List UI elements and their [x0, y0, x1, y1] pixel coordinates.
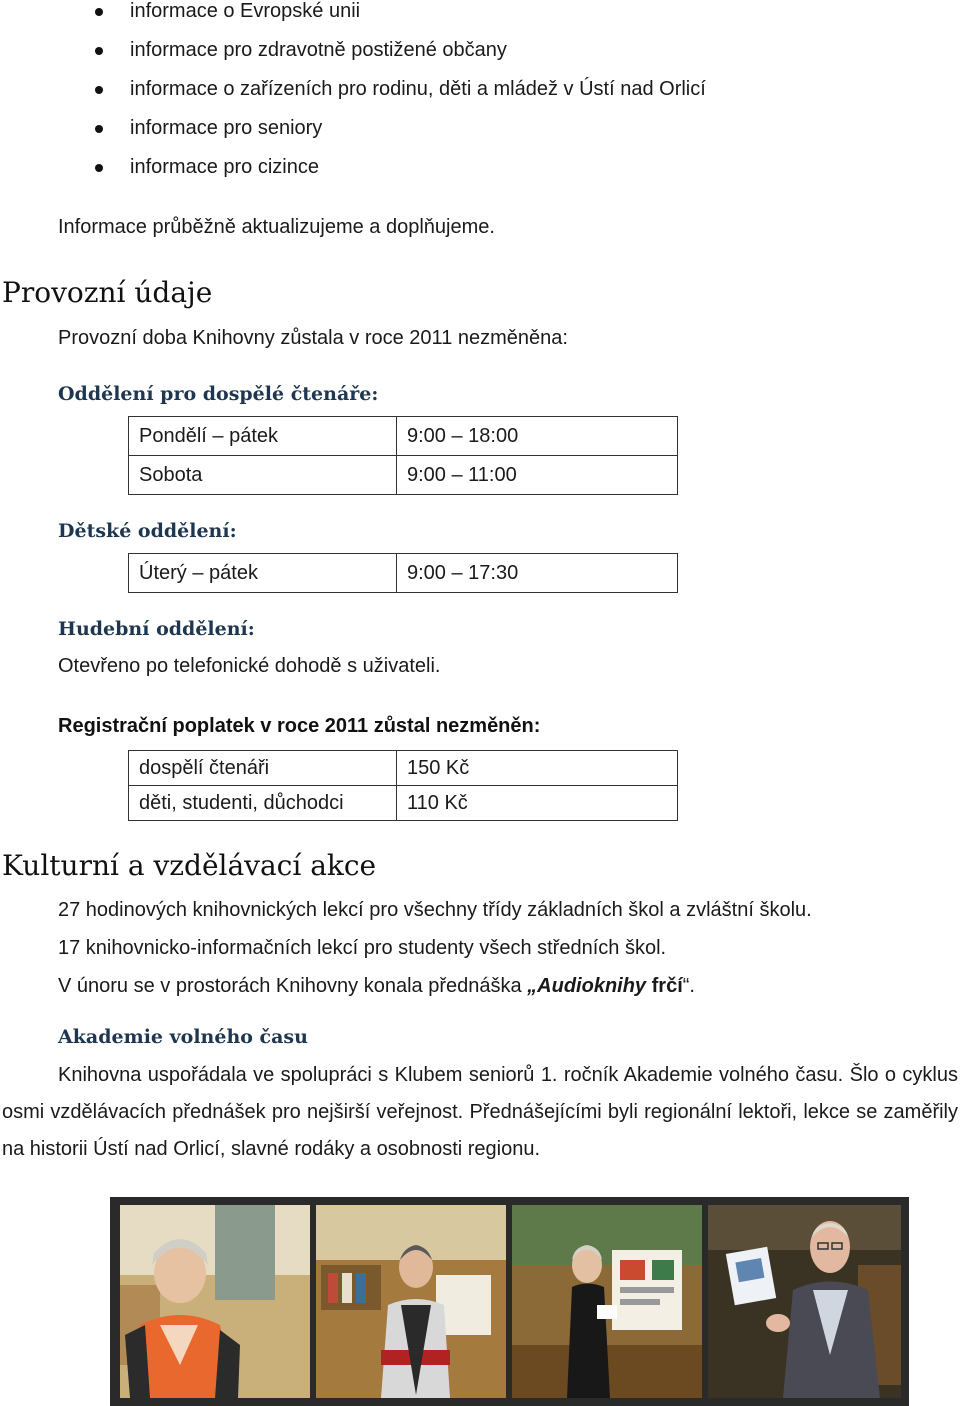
- table-cell-hours: 9:00 – 17:30: [397, 554, 678, 593]
- table-cell-fee: 150 Kč: [397, 751, 678, 786]
- akademie-heading: Akademie volného času: [58, 1026, 308, 1048]
- lecture-prefix: V únoru se v prostorách Knihovny konala přednáška: [58, 975, 528, 997]
- photo-strip: [110, 1197, 909, 1406]
- kids-department-heading: Dětské oddělení:: [58, 520, 237, 542]
- lessons-line-1: 27 hodinových knihovnických lekcí pro všechny třídy základních škol a zvláštní školu.: [58, 899, 812, 921]
- table-row: [129, 786, 678, 821]
- music-department-heading: Hudební oddělení:: [58, 618, 255, 640]
- table-cell-day: Sobota: [129, 456, 397, 495]
- lecture-suffix: “.: [682, 975, 695, 997]
- table-cell-group: dospělí čtenáři: [129, 751, 397, 786]
- list-item: informace o zařízeních pro rodinu, děti a mládež v Ústí nad Orlicí: [0, 77, 706, 116]
- akademie-paragraph: [2, 1057, 958, 1168]
- table-row: [129, 456, 678, 495]
- adult-department-heading: Oddělení pro dospělé čtenáře:: [58, 383, 379, 405]
- photo-lecturer-man-bookcase: [316, 1205, 506, 1398]
- akademie-text: Knihovna uspořádala ve spolupráci s Klubem seniorů 1. ročník Akademie volného času. Šlo o cyklus osmi vzdělávacích přednášek pro nejširší veřejnost. Přednášejícími byli regionální lektoři, lekce se zaměřily na historii Ústí nad Orlicí, slavné rodáky a osobnosti regionu.: [2, 1064, 958, 1160]
- opening-hours-intro: Provozní doba Knihovny zůstala v roce 2011 nezměněna:: [58, 327, 568, 349]
- lecture-title-bold: frčí: [651, 975, 683, 997]
- kids-hours-table: [128, 553, 678, 593]
- heading-kulturni-akce: Kulturní a vzdělávací akce: [2, 849, 377, 882]
- table-cell-group: děti, studenti, důchodci: [129, 786, 397, 821]
- update-note: Informace průběžně aktualizujeme a doplňujeme.: [58, 216, 495, 238]
- lessons-line-2: 17 knihovnicko-informačních lekcí pro studenty všech středních škol.: [58, 937, 667, 959]
- heading-provozni-udaje: Provozní údaje: [2, 276, 213, 309]
- list-item: informace pro cizince: [0, 155, 706, 194]
- registration-fee-heading: Registrační poplatek v roce 2011 zůstal nezměněn:: [58, 715, 541, 737]
- photo-lecturer-woman: [120, 1205, 310, 1398]
- table-row: [129, 751, 678, 786]
- music-department-text: Otevřeno po telefonické dohodě s uživateli.: [58, 655, 441, 677]
- table-row: [129, 417, 678, 456]
- info-bullet-list: [0, 0, 706, 194]
- photo-lecturer-woman-poster: [512, 1205, 702, 1398]
- registration-fee-table: [128, 750, 678, 821]
- list-item: informace pro seniory: [0, 116, 706, 155]
- list-item: informace o Evropské unii: [0, 0, 706, 38]
- list-item: informace pro zdravotně postižené občany: [0, 38, 706, 77]
- lecture-line: [58, 974, 695, 998]
- adult-hours-table: [128, 416, 678, 495]
- table-row: [129, 554, 678, 593]
- table-cell-hours: 9:00 – 11:00: [397, 456, 678, 495]
- lecture-title-italic: „Audioknihy: [527, 975, 652, 997]
- photo-lecturer-man-glasses: [708, 1205, 901, 1398]
- table-cell-fee: 110 Kč: [397, 786, 678, 821]
- table-cell-hours: 9:00 – 18:00: [397, 417, 678, 456]
- table-cell-day: Úterý – pátek: [129, 554, 397, 593]
- table-cell-day: Pondělí – pátek: [129, 417, 397, 456]
